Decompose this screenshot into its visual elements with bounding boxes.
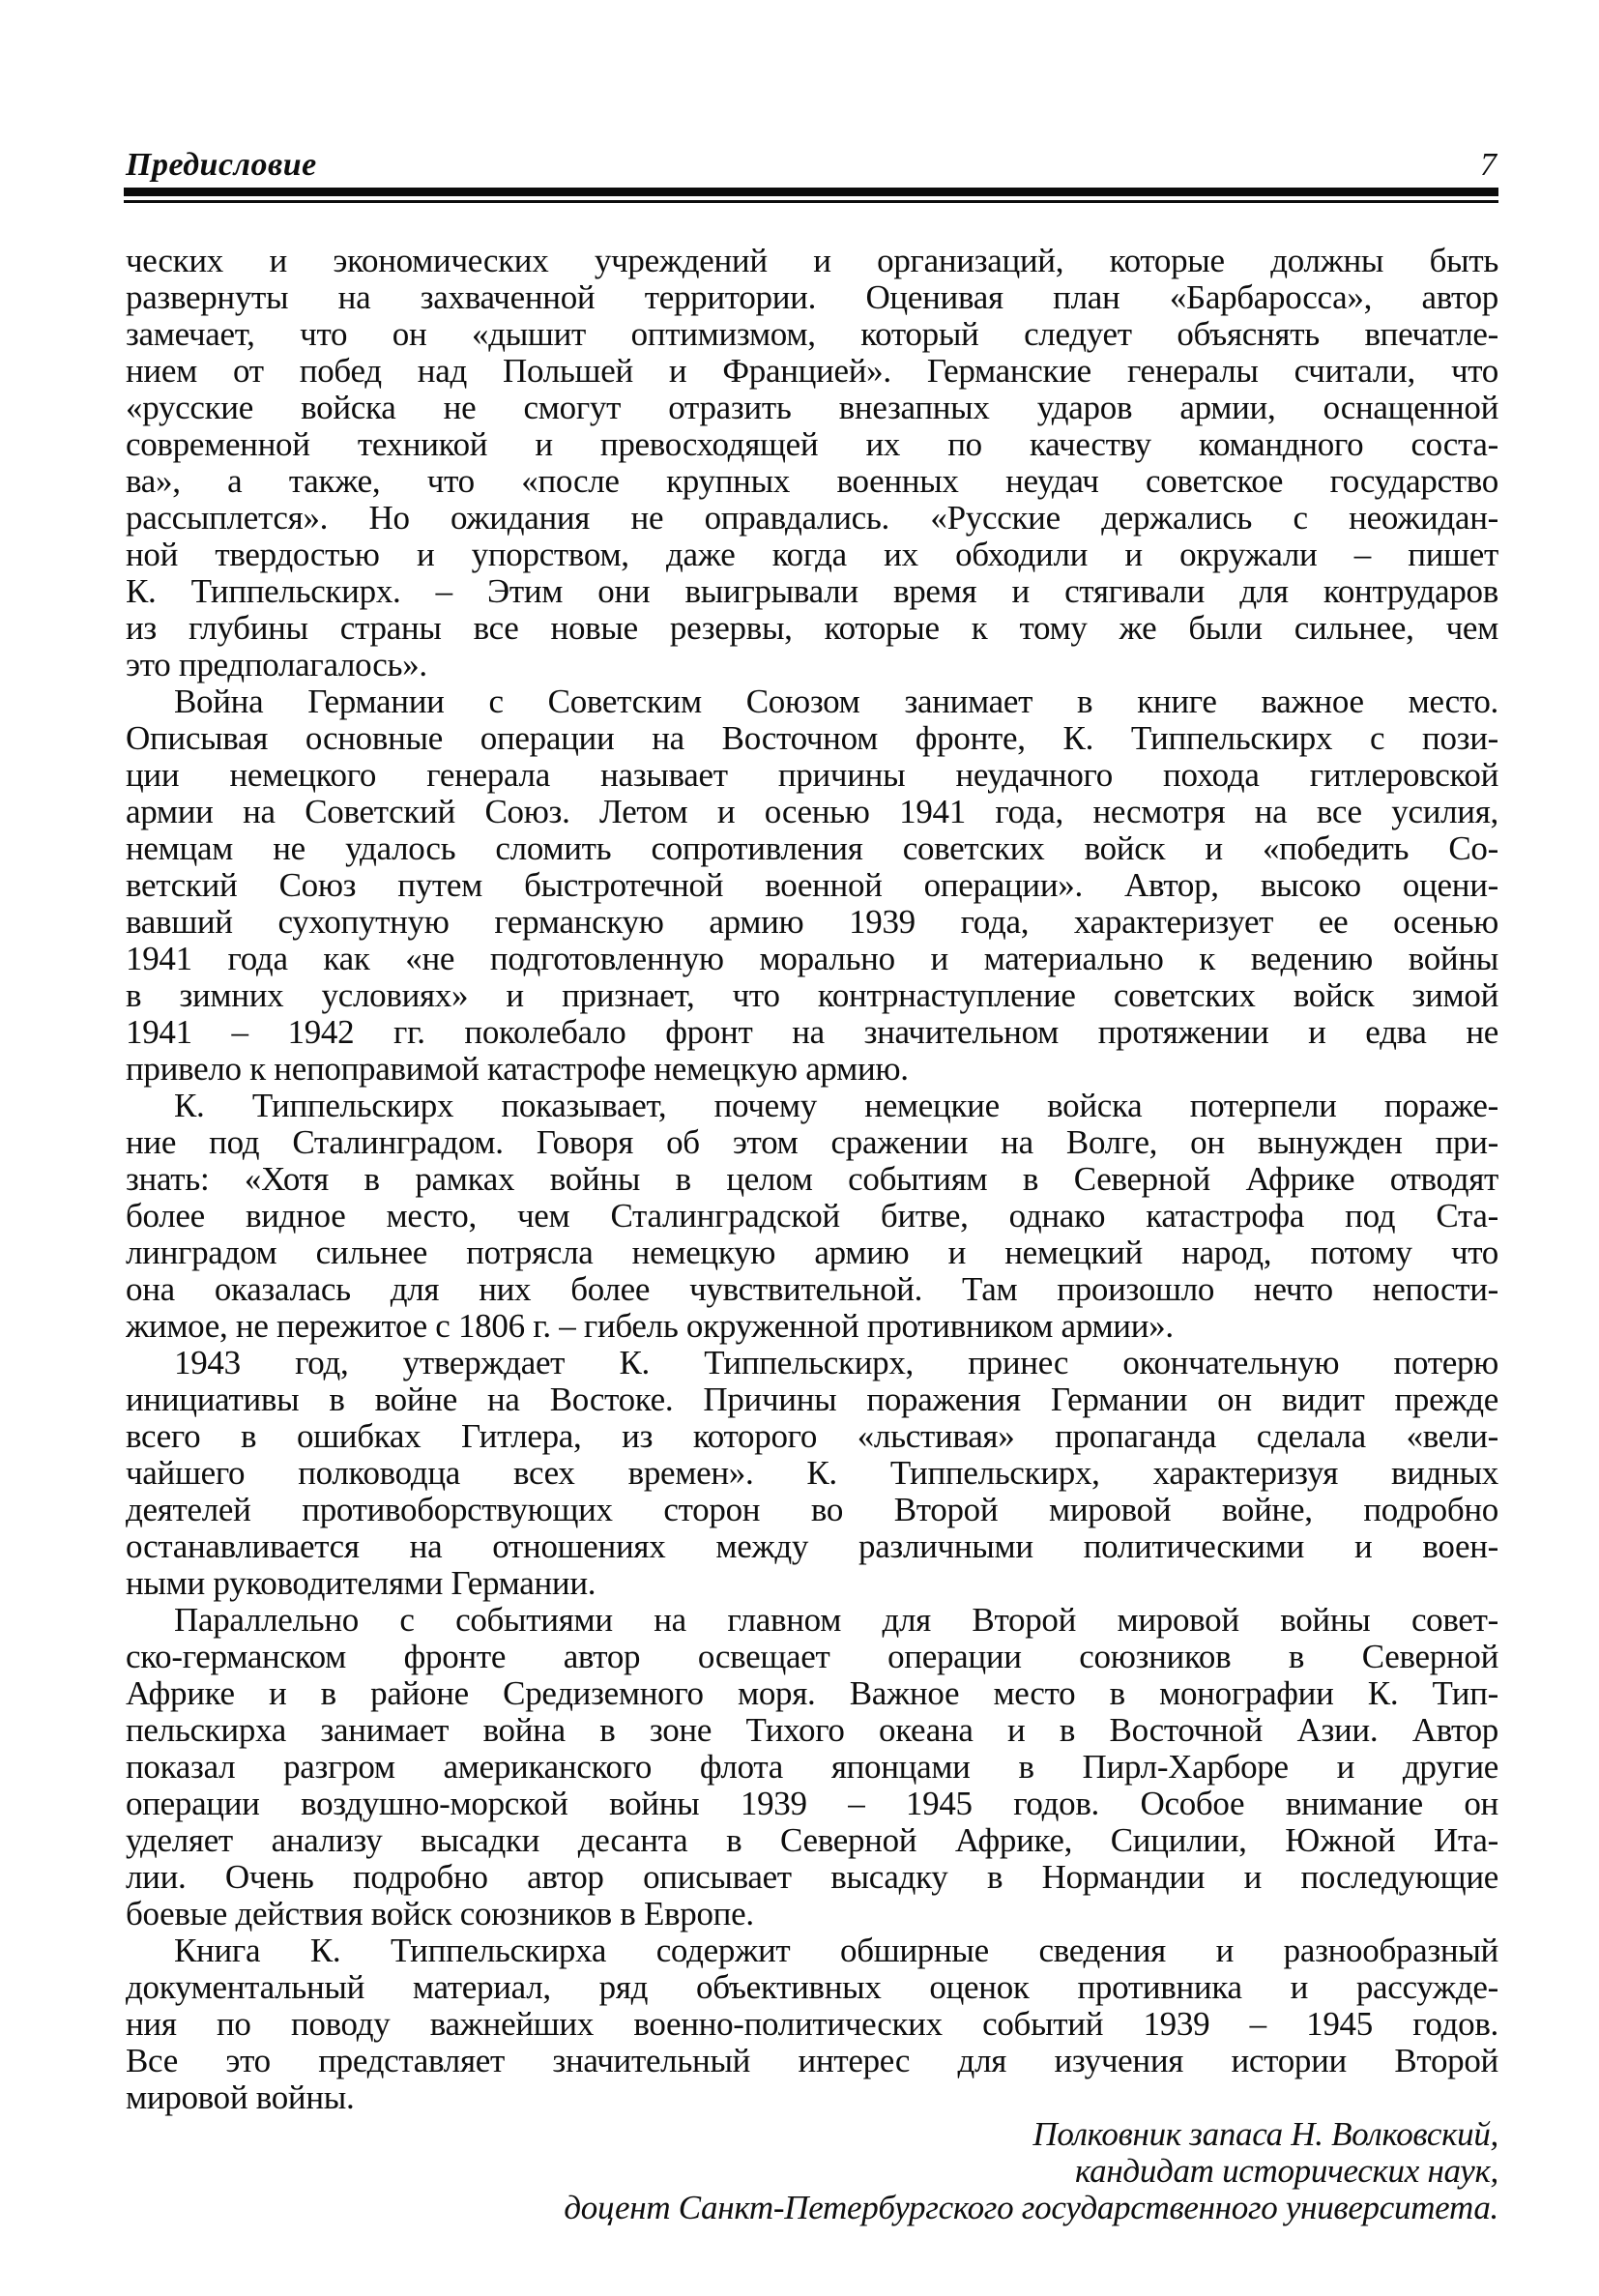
text-line: современной техникой и превосходящей их по качеству командного соста- [126, 426, 1498, 463]
running-head [126, 147, 1497, 184]
text-line: ния по поводу важнейших военно-политических событий 1939 – 1945 годов. [126, 2006, 1498, 2043]
header-rule-thick [124, 188, 1498, 196]
paragraph [126, 1602, 1498, 1933]
text-line: замечает, что он «дышит оптимизмом, который следует объяснять впечатле- [126, 316, 1498, 353]
text-line: пельскирха занимает война в зоне Тихого океана и в Восточной Азии. Автор [126, 1712, 1498, 1749]
section-title: Предисловие [126, 147, 317, 183]
text-line: линградом сильнее потрясла немецкую армию и немецкий народ, потому что [126, 1235, 1498, 1271]
text-line: 1941 года как «не подготовленную морально и материально к ведению войны [126, 941, 1498, 977]
text-line: ветский Союз путем быстротечной военной операции». Автор, высоко оцени- [126, 867, 1498, 904]
text-line: это предполагалось». [126, 647, 427, 683]
text-line: рассыплется». Но ожидания не оправдались. «Русские держались с неожидан- [126, 500, 1498, 537]
text-line: 1941 – 1942 гг. поколебало фронт на значительном протяжении и едва не [126, 1014, 1498, 1051]
text-line: в зимних условиях» и признает, что контрнаступление советских войск зимой [126, 977, 1498, 1014]
text-line: ной твердостью и упорством, даже когда их обходили и окружали – пишет [126, 537, 1498, 573]
page-body [126, 243, 1498, 2226]
text-line: армии на Советский Союз. Летом и осенью 1941 года, несмотря на все усилия, [126, 794, 1498, 830]
text-line: ческих и экономических учреждений и организаций, которые должны быть [126, 243, 1498, 279]
text-line: вавший сухопутную германскую армию 1939 года, характеризует ее осенью [126, 904, 1498, 941]
text-line: 1943 год, утверждает К. Типпельскирх, принес окончательную потерю [174, 1345, 1498, 1381]
text-line: Все это представляет значительный интерес для изучения истории Второй [126, 2043, 1498, 2079]
text-line: ско-германском фронте автор освещает операции союзников в Северной [126, 1639, 1498, 1675]
text-line: боевые действия войск союзников в Европе. [126, 1896, 754, 1933]
text-line: ции немецкого генерала называет причины неудачного похода гитлеровской [126, 757, 1498, 794]
text-line: Война Германии с Советским Союзом занимает в книге важное место. [174, 683, 1498, 720]
signature-line: доцент Санкт-Петербургского государственного университета. [564, 2189, 1498, 2226]
paragraph [126, 1345, 1498, 1602]
text-line: привело к непоправимой катастрофе немецкую армию. [126, 1051, 909, 1088]
text-line: всего в ошибках Гитлера, из которого «льстивая» пропаганда сделала «вели- [126, 1418, 1498, 1455]
text-line: из глубины страны все новые резервы, которые к тому же были сильнее, чем [126, 610, 1498, 647]
text-line: Африке и в районе Средиземного моря. Важное место в монографии К. Тип- [126, 1675, 1498, 1712]
text-line: чайшего полководца всех времен». К. Типпельскирх, характеризуя видных [126, 1455, 1498, 1492]
text-line: документальный материал, ряд объективных оценок противника и рассужде- [126, 1969, 1498, 2006]
paragraph [126, 243, 1498, 683]
text-line: лии. Очень подробно автор описывает высадку в Нормандии и последующие [126, 1859, 1498, 1896]
text-line: знать: «Хотя в рамках войны в целом событиям в Северной Африке отводят [126, 1161, 1498, 1198]
text-line: останавливается на отношениях между различными политическими и воен- [126, 1528, 1498, 1565]
text-line: ние под Сталинградом. Говоря об этом сражении на Волге, он вынужден при- [126, 1124, 1498, 1161]
paragraph [126, 683, 1498, 1088]
text-line: К. Типпельскирх. – Этим они выигрывали время и стягивали для контрударов [126, 573, 1498, 610]
text-line: инициативы в войне на Востоке. Причины поражения Германии он видит прежде [126, 1381, 1498, 1418]
text-line: немцам не удалось сломить сопротивления советских войск и «победить Со- [126, 830, 1498, 867]
signature-line: кандидат исторических наук, [1074, 2152, 1498, 2190]
signature-block [126, 2116, 1498, 2226]
signature-line: Полковник запаса Н. Волковский, [1032, 2115, 1498, 2153]
text-line: развернуты на захваченной территории. Оценивая план «Барбаросса», автор [126, 279, 1498, 316]
text-line: Книга К. Типпельскирха содержит обширные сведения и разнообразный [174, 1933, 1498, 1969]
text-line: «русские войска не смогут отразить внезапных ударов армии, оснащенной [126, 390, 1498, 426]
text-line: ными руководителями Германии. [126, 1565, 596, 1602]
header-rule-thin [124, 200, 1498, 203]
text-line: нием от побед над Польшей и Францией». Германские генералы считали, что [126, 353, 1498, 390]
text-line: уделяет анализу высадки десанта в Северной Африке, Сицилии, Южной Ита- [126, 1822, 1498, 1859]
text-line: она оказалась для них более чувствительной. Там произошло нечто непости- [126, 1271, 1498, 1308]
text-line: деятелей противоборствующих сторон во Второй мировой войне, подробно [126, 1492, 1498, 1528]
text-line: показал разгром американского флота японцами в Пирл-Харборе и другие [126, 1749, 1498, 1786]
text-line: Параллельно с событиями на главном для Второй мировой войны совет- [174, 1602, 1498, 1639]
text-line: более видное место, чем Сталинградской битве, однако катастрофа под Ста- [126, 1198, 1498, 1235]
paragraph [126, 1933, 1498, 2116]
text-line: К. Типпельскирх показывает, почему немецкие войска потерпели пораже- [174, 1088, 1498, 1124]
text-line: операции воздушно-морской войны 1939 – 1945 годов. Особое внимание он [126, 1786, 1498, 1822]
text-line: Описывая основные операции на Восточном фронте, К. Типпельскирх с пози- [126, 720, 1498, 757]
text-line: мировой войны. [126, 2079, 355, 2116]
paragraph [126, 1088, 1498, 1345]
text-line: жимое, не пережитое с 1806 г. – гибель окруженной противником армии». [126, 1308, 1174, 1345]
text-line: ва», а также, что «после крупных военных неудач советское государство [126, 463, 1498, 500]
page-number: 7 [1480, 147, 1497, 183]
